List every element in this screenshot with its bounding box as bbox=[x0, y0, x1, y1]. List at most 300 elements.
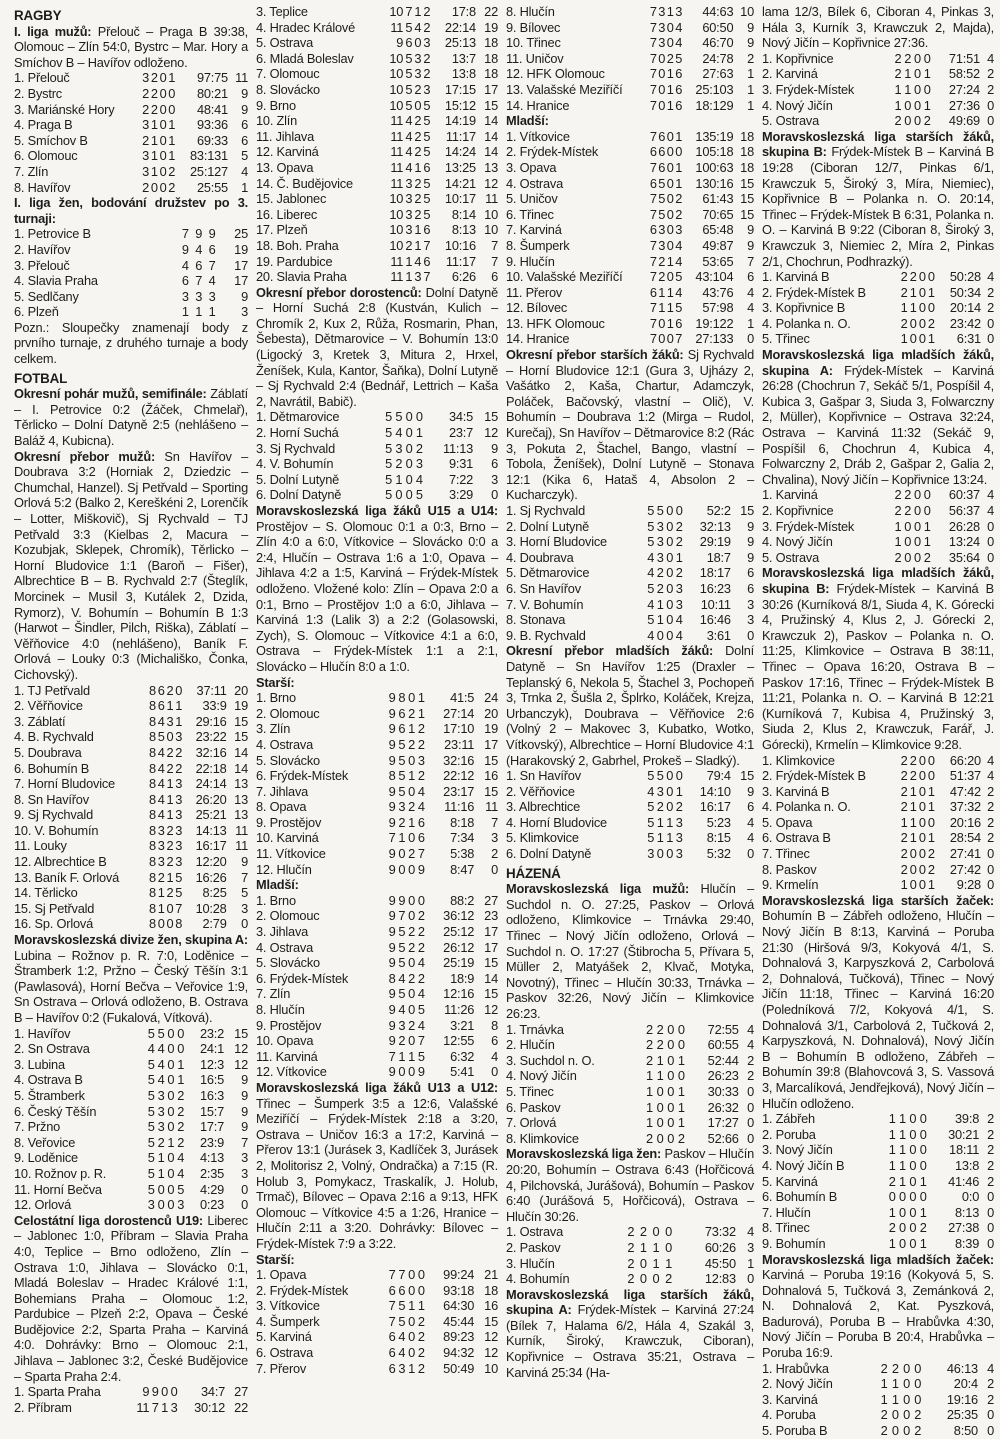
table-row bbox=[506, 1037, 754, 1053]
table-cell: 1 bbox=[900, 814, 908, 830]
table-cell: 7 bbox=[675, 331, 683, 347]
team-name: 6. Sn Havířov bbox=[506, 580, 581, 596]
table-cell: 3 bbox=[195, 288, 203, 304]
table-cell: 4 bbox=[747, 300, 754, 316]
table-cell: 1 bbox=[656, 612, 664, 628]
table-cell: 57:98 bbox=[702, 300, 734, 316]
table-cell: 2 bbox=[423, 50, 431, 66]
table-cell: 93:36 bbox=[196, 117, 228, 133]
table-cell: 5 bbox=[147, 1165, 155, 1181]
table-cell: 3 bbox=[175, 776, 183, 792]
table-cell: 2 bbox=[894, 503, 902, 518]
table-cell: 0 bbox=[904, 549, 912, 565]
table-cell: 3 bbox=[675, 830, 683, 846]
table-cell: 12:16 bbox=[443, 986, 475, 1002]
table-cell: 0 bbox=[747, 331, 754, 347]
table-cell: 13:8 bbox=[955, 1157, 980, 1173]
table-row bbox=[14, 1150, 248, 1166]
table-cell: 0 bbox=[909, 1220, 917, 1236]
results-text: Frýdek-Místek B – Karviná B 19:28 (Ciboran 12/7, Pinkas 6/1, Krawczuk 5, Široký 3, Míra, Niemiec), Kopřivnice B – Polanka n. O. 20:14, Třinec – Frýdek-Místek B 6:31, Polanka n. O. – Karviná B 9:22 (Ciboran 8, Široký 3, Krawczuk 3, Niemiec 2, Míra 2, Pinkas 2/1, Chochrun, Podhrazký). bbox=[762, 144, 994, 269]
table-cell: 37:11 bbox=[196, 682, 227, 698]
table-cell: 11:13 bbox=[443, 440, 474, 456]
table-cell: 7 bbox=[649, 19, 657, 35]
team-name: 3. Přelouč bbox=[14, 257, 70, 273]
table-cell: 2 bbox=[142, 85, 150, 101]
table-cell: 27 bbox=[234, 1384, 248, 1400]
table-cell: 2 bbox=[880, 1407, 888, 1423]
table-cell: 3 bbox=[747, 596, 754, 612]
table-cell: 3 bbox=[656, 534, 664, 550]
table-row bbox=[14, 1041, 248, 1057]
table-cell: 0 bbox=[408, 1313, 416, 1329]
table-row bbox=[256, 238, 498, 254]
table-cell: 1 bbox=[677, 1115, 685, 1131]
table-cell: 8:50 bbox=[953, 1423, 978, 1439]
table-cell: 1 bbox=[408, 1048, 416, 1064]
table-cell: 1 bbox=[675, 549, 683, 565]
table-cell: 0 bbox=[666, 19, 674, 35]
table-row bbox=[14, 86, 248, 102]
table-row bbox=[14, 761, 248, 777]
table-cell: 0 bbox=[241, 1181, 248, 1197]
table-cell: 0 bbox=[913, 97, 921, 113]
table-cell: 9 bbox=[747, 35, 754, 51]
table-cell: 7 bbox=[388, 830, 396, 846]
table-cell: 11 bbox=[136, 1399, 150, 1415]
team-name: 1. Opava bbox=[256, 1267, 307, 1283]
team-name: 8. Šumperk bbox=[506, 237, 570, 253]
table-cell: 1 bbox=[157, 885, 165, 901]
table-cell: 9 bbox=[388, 814, 396, 830]
table-row bbox=[14, 916, 248, 932]
table-row bbox=[256, 222, 498, 238]
table-cell: 2 bbox=[414, 144, 422, 160]
team-name: 11. Uničov bbox=[506, 50, 564, 66]
table-cell: 2 bbox=[639, 1224, 647, 1240]
table-row bbox=[256, 113, 498, 129]
table-cell: 3 bbox=[658, 4, 666, 19]
team-name: 14. Č. Budějovice bbox=[256, 175, 353, 191]
table-cell: 23:9 bbox=[199, 1134, 225, 1150]
table-cell: 5 bbox=[658, 206, 666, 222]
table-cell: 13:24 bbox=[948, 534, 980, 550]
table-cell: 2 bbox=[904, 50, 912, 66]
table-cell: 64:30 bbox=[443, 1298, 475, 1314]
team-name: 11. Přerov bbox=[506, 284, 563, 300]
table-cell: 12 bbox=[484, 1345, 498, 1361]
table-cell: 0 bbox=[909, 877, 917, 893]
table-cell: 0 bbox=[170, 1384, 178, 1400]
team-name: 1. Havířov bbox=[14, 1025, 71, 1041]
table-cell: 8 bbox=[148, 854, 156, 870]
table-cell: 14:21 bbox=[444, 175, 476, 191]
table-cell: 4 bbox=[181, 257, 189, 273]
results-paragraph bbox=[14, 449, 248, 683]
table-row bbox=[762, 1361, 994, 1377]
table-cell: 7 bbox=[649, 253, 657, 269]
table-cell: 3 bbox=[395, 440, 403, 456]
table-row bbox=[506, 830, 754, 846]
table-cell: 10 bbox=[389, 81, 404, 97]
table-cell: 1 bbox=[894, 81, 902, 97]
team-name: 14. Těrlicko bbox=[14, 885, 78, 901]
table-cell: 30:12 bbox=[194, 1399, 226, 1415]
table-cell: 8 bbox=[388, 970, 396, 986]
table-cell: 18 bbox=[484, 66, 498, 82]
table-cell: 32:13 bbox=[699, 518, 731, 534]
table-cell: 1 bbox=[747, 97, 754, 113]
table-cell: 7 bbox=[423, 269, 431, 285]
table-cell: 4 bbox=[157, 1041, 165, 1057]
table-cell: 10 bbox=[389, 50, 404, 66]
table-cell: 7 bbox=[649, 4, 657, 19]
table-cell: 5 bbox=[405, 81, 413, 97]
results-paragraph bbox=[506, 643, 754, 768]
table-cell: 0 bbox=[918, 846, 926, 862]
table-cell: 12 bbox=[234, 1056, 248, 1072]
table-cell: 22 bbox=[234, 1399, 248, 1415]
table-row bbox=[14, 273, 248, 289]
table-cell: 11 bbox=[390, 19, 404, 35]
table-cell: 3 bbox=[675, 596, 683, 612]
table-cell: 4 bbox=[747, 284, 754, 300]
team-name: 6. Ostrava bbox=[256, 1345, 314, 1361]
table-cell: 6 bbox=[747, 580, 754, 596]
team-name: 4. Poruba bbox=[762, 1407, 816, 1423]
table-cell: 29:16 bbox=[195, 713, 227, 729]
team-name: 9. Bohumín bbox=[762, 1235, 826, 1251]
table-cell: 3 bbox=[656, 549, 664, 565]
table-cell: 2 bbox=[927, 846, 935, 862]
table-cell: 0 bbox=[408, 690, 416, 706]
table-cell: 0 bbox=[987, 549, 994, 565]
table-cell: 3 bbox=[157, 838, 165, 854]
table-row bbox=[256, 472, 498, 488]
team-name: 1. Klimkovice bbox=[762, 752, 835, 768]
table-row bbox=[14, 133, 248, 149]
table-cell: 1 bbox=[894, 534, 902, 550]
table-cell: 3 bbox=[170, 1399, 178, 1415]
table-cell: 10:16 bbox=[444, 237, 476, 253]
table-cell: 2:35 bbox=[199, 1165, 225, 1181]
table-row bbox=[256, 784, 498, 800]
table-cell: 48:41 bbox=[196, 101, 228, 117]
table-cell: 0 bbox=[415, 409, 423, 425]
table-cell: 4 bbox=[208, 273, 216, 289]
table-cell: 20:14 bbox=[949, 300, 981, 316]
table-cell: 9 bbox=[417, 1064, 425, 1080]
table-cell: 6 bbox=[675, 97, 683, 113]
table-row bbox=[256, 1033, 498, 1049]
table-cell: 9 bbox=[388, 1064, 396, 1080]
table-cell: 0 bbox=[656, 1099, 664, 1115]
table-cell: 2 bbox=[658, 269, 666, 285]
team-name: 13. Baník F. Orlová bbox=[14, 869, 120, 885]
team-name: 5. Třinec bbox=[762, 331, 810, 347]
table-cell: 5 bbox=[423, 113, 431, 129]
table-cell: 18 bbox=[484, 35, 498, 51]
table-cell: 71:51 bbox=[948, 50, 980, 66]
results-paragraph bbox=[506, 1146, 754, 1224]
table-cell: 2 bbox=[645, 1052, 653, 1068]
table-cell: 0 bbox=[491, 861, 498, 877]
team-name: 3. Jihlava bbox=[256, 924, 309, 940]
table-cell: 2 bbox=[408, 939, 416, 955]
table-cell: 7:34 bbox=[450, 830, 475, 846]
competition-title: Moravskoslezská liga starších žáků, skupina A: bbox=[506, 1286, 754, 1318]
table-row bbox=[14, 242, 248, 258]
team-name: 2. Příbram bbox=[14, 1399, 72, 1415]
competition-title: Moravskoslezská liga žáků U13 a U12: bbox=[256, 1079, 498, 1095]
table-cell: 2 bbox=[166, 822, 174, 838]
table-row bbox=[256, 768, 498, 784]
team-name: 3. Nový Jičín bbox=[762, 1142, 833, 1158]
table-cell: 7 bbox=[417, 1033, 425, 1049]
table-cell: 2 bbox=[408, 924, 416, 940]
table-cell: 1 bbox=[652, 1255, 660, 1271]
table-cell: 2 bbox=[677, 1130, 685, 1146]
table-cell: 2 bbox=[747, 50, 754, 66]
table-row bbox=[762, 1142, 994, 1158]
table-cell: 45:50 bbox=[704, 1255, 736, 1271]
table-cell: 3 bbox=[405, 191, 413, 207]
table-cell: 10 bbox=[484, 1360, 498, 1376]
table-cell: 0 bbox=[656, 1130, 664, 1146]
table-cell: 7 bbox=[175, 900, 183, 916]
table-cell: 7 bbox=[491, 237, 498, 253]
table-cell: 0 bbox=[666, 128, 674, 144]
table-cell: 2 bbox=[157, 1134, 165, 1150]
table-cell: 4 bbox=[241, 163, 248, 179]
table-cell: 1 bbox=[888, 1157, 896, 1173]
competition-title: Okresní pohár mužů, semifinále: bbox=[14, 386, 207, 402]
table-cell: 17:27 bbox=[707, 1115, 739, 1131]
table-cell: 0 bbox=[903, 1376, 910, 1392]
table-cell: 1 bbox=[168, 70, 176, 86]
table-cell: 0 bbox=[157, 1197, 165, 1213]
table-cell: 2 bbox=[656, 565, 664, 581]
team-name: 12. Vítkovice bbox=[256, 1064, 327, 1080]
table-cell: 1 bbox=[677, 1052, 685, 1068]
table-cell: 11 bbox=[235, 70, 248, 86]
standings-table bbox=[506, 768, 754, 862]
table-cell: 2 bbox=[168, 179, 176, 195]
table-cell: 2 bbox=[408, 1017, 416, 1033]
table-row bbox=[14, 854, 248, 870]
table-cell: 2 bbox=[166, 838, 174, 854]
table-cell: 0 bbox=[167, 1181, 175, 1197]
team-name: 6. Dolní Datyně bbox=[506, 846, 592, 862]
table-cell: 6 bbox=[491, 456, 498, 472]
table-cell: 8 bbox=[398, 690, 406, 706]
table-cell: 7 bbox=[649, 66, 657, 82]
table-cell: 2 bbox=[408, 970, 416, 986]
competition-title: Starší: bbox=[256, 674, 295, 690]
table-cell: 2 bbox=[675, 534, 683, 550]
team-name: 12. HFK Olomouc bbox=[506, 66, 605, 82]
results-paragraph bbox=[14, 24, 248, 71]
table-cell: 18:17 bbox=[699, 565, 731, 581]
table-cell: 2 bbox=[656, 1021, 664, 1037]
team-name: 1. Petrovice B bbox=[14, 226, 91, 242]
table-row bbox=[14, 1026, 248, 1042]
table-cell: 6 bbox=[388, 1329, 396, 1345]
table-cell: 6 bbox=[747, 565, 754, 581]
table-cell: 5 bbox=[647, 612, 655, 628]
table-cell: 1 bbox=[666, 81, 674, 97]
table-cell: 43:104 bbox=[695, 269, 734, 285]
table-cell: 6 bbox=[649, 144, 657, 160]
table-cell: 1 bbox=[645, 1115, 653, 1131]
table-cell: 5 bbox=[147, 1103, 155, 1119]
table-cell: 4 bbox=[747, 830, 754, 846]
table-row bbox=[256, 846, 498, 862]
table-cell: 1 bbox=[677, 1083, 685, 1099]
table-cell: 0 bbox=[405, 440, 413, 456]
table-cell: 0 bbox=[913, 549, 921, 565]
table-row bbox=[256, 862, 498, 878]
table-cell: 0 bbox=[658, 66, 666, 82]
table-cell: 1 bbox=[666, 66, 674, 82]
table-row bbox=[506, 1022, 754, 1038]
table-cell: 23:17 bbox=[443, 783, 475, 799]
team-name: 4. Horní Bludovice bbox=[506, 814, 607, 830]
table-cell: 0 bbox=[909, 1173, 917, 1189]
table-cell: 3 bbox=[175, 791, 183, 807]
table-cell: 4 bbox=[177, 1150, 185, 1166]
table-cell: 0 bbox=[927, 752, 935, 768]
results-text: Karviná – Poruba 19:16 (Kokyová 5, S. Dohnalová 5, Tučková 3, Zemánková 2, N. Dohnalová 2, Kat. Pyszková, Badurová), Poruba B – Hrabůvka 4:30, Nový Jičín – Poruba B 20:4, Hrabůvka – Poruba 16:9. bbox=[762, 1267, 994, 1361]
table-cell: 8:14 bbox=[451, 206, 476, 222]
table-cell: 9 bbox=[195, 226, 203, 242]
table-cell: 7 bbox=[649, 159, 657, 175]
table-cell: 1 bbox=[398, 830, 406, 846]
table-row bbox=[14, 1400, 248, 1416]
table-cell: 0 bbox=[405, 471, 413, 487]
team-name: 1. Trnávka bbox=[506, 1021, 564, 1037]
table-cell: 2 bbox=[900, 830, 908, 846]
table-cell: 12:83 bbox=[704, 1271, 736, 1287]
table-cell: 25:21 bbox=[195, 807, 227, 823]
table-cell: 5 bbox=[658, 175, 666, 191]
results-paragraph bbox=[256, 285, 498, 410]
table-cell: 4 bbox=[675, 237, 683, 253]
team-name: 1. Hrabůvka bbox=[762, 1360, 829, 1376]
table-cell: 2 bbox=[414, 206, 422, 222]
table-cell: 7 bbox=[398, 908, 406, 924]
table-cell: 1 bbox=[666, 4, 674, 19]
table-cell: 23 bbox=[484, 908, 498, 924]
table-cell: 11 bbox=[390, 113, 404, 129]
results-paragraph bbox=[14, 320, 248, 367]
table-cell: 0 bbox=[159, 132, 167, 148]
table-cell: 1 bbox=[414, 159, 422, 175]
table-cell: 1 bbox=[899, 1111, 906, 1127]
table-cell: 0 bbox=[923, 487, 931, 503]
table-cell: 0 bbox=[987, 1235, 994, 1251]
table-cell: 1 bbox=[894, 97, 902, 113]
table-cell: 7 bbox=[649, 97, 657, 113]
table-cell: 1 bbox=[665, 1255, 673, 1271]
table-cell: 2 bbox=[175, 744, 183, 760]
table-cell: 5 bbox=[417, 1048, 425, 1064]
table-cell: 52:44 bbox=[707, 1052, 739, 1068]
table-cell: 3 bbox=[157, 854, 165, 870]
table-cell: 0 bbox=[666, 175, 674, 191]
table-cell: 8 bbox=[175, 916, 183, 932]
table-cell: 7 bbox=[241, 1134, 248, 1150]
table-cell: 69:33 bbox=[196, 132, 228, 148]
table-cell: 2 bbox=[627, 1239, 635, 1255]
table-cell: 5 bbox=[647, 503, 655, 518]
table-cell: 0 bbox=[405, 456, 413, 472]
results-paragraph bbox=[506, 881, 754, 1021]
table-cell: 3 bbox=[675, 846, 683, 862]
table-row bbox=[506, 4, 754, 20]
table-cell: 36:12 bbox=[443, 908, 475, 924]
table-cell: 1 bbox=[747, 1255, 754, 1271]
team-name: 5. Poruba B bbox=[762, 1423, 828, 1439]
table-cell: 1 bbox=[904, 66, 912, 82]
table-cell: 0 bbox=[899, 1220, 906, 1236]
table-cell: 1 bbox=[177, 1072, 185, 1088]
table-cell: 0 bbox=[175, 682, 183, 698]
table-cell: 93:18 bbox=[443, 1282, 475, 1298]
team-name: 2. Poruba bbox=[762, 1126, 816, 1142]
team-name: 9. Prostějov bbox=[256, 814, 322, 830]
table-cell: 34:5 bbox=[448, 409, 474, 425]
table-cell: 12 bbox=[484, 175, 498, 191]
table-cell: 7 bbox=[241, 869, 248, 885]
team-name: 7. Zlín bbox=[14, 163, 49, 179]
team-name: 5. Uničov bbox=[506, 191, 558, 207]
team-name: 12. Albrechtice B bbox=[14, 854, 107, 870]
table-cell: 6 bbox=[388, 1282, 396, 1298]
table-cell: 60:55 bbox=[707, 1037, 739, 1053]
table-cell: 1 bbox=[891, 1376, 899, 1392]
team-name: 12. Bílovec bbox=[506, 300, 568, 316]
table-cell: 7 bbox=[649, 269, 657, 285]
table-cell: 3 bbox=[423, 35, 431, 51]
team-name: 9. Prostějov bbox=[256, 1017, 322, 1033]
table-cell: 0 bbox=[405, 425, 413, 441]
table-cell: 6 bbox=[398, 721, 406, 737]
table-row bbox=[14, 1182, 248, 1198]
table-cell: 3 bbox=[241, 304, 248, 320]
table-cell: 16:5 bbox=[199, 1072, 225, 1088]
table-cell: 2 bbox=[150, 101, 158, 117]
table-cell: 0 bbox=[666, 518, 674, 534]
table-row bbox=[506, 565, 754, 581]
table-cell: 0 bbox=[639, 1255, 647, 1271]
table-cell: 0 bbox=[666, 580, 674, 596]
table-cell: 5 bbox=[647, 768, 655, 784]
table-cell: 0 bbox=[159, 179, 167, 195]
table-cell: 2 bbox=[177, 1134, 185, 1150]
table-cell: 7 bbox=[649, 300, 657, 316]
table-cell: 2 bbox=[414, 191, 422, 207]
table-cell: 0 bbox=[167, 1041, 175, 1057]
table-cell: 3 bbox=[405, 175, 413, 191]
team-name: 2. Bystrc bbox=[14, 85, 62, 101]
table-cell: 1 bbox=[747, 315, 754, 331]
table-cell: 0 bbox=[167, 1197, 175, 1213]
table-cell: 5 bbox=[147, 1056, 155, 1072]
table-cell: 1 bbox=[888, 1142, 896, 1158]
table-cell: 2 bbox=[414, 113, 422, 129]
table-cell: 6 bbox=[157, 682, 165, 698]
table-cell: 7 bbox=[649, 206, 657, 222]
